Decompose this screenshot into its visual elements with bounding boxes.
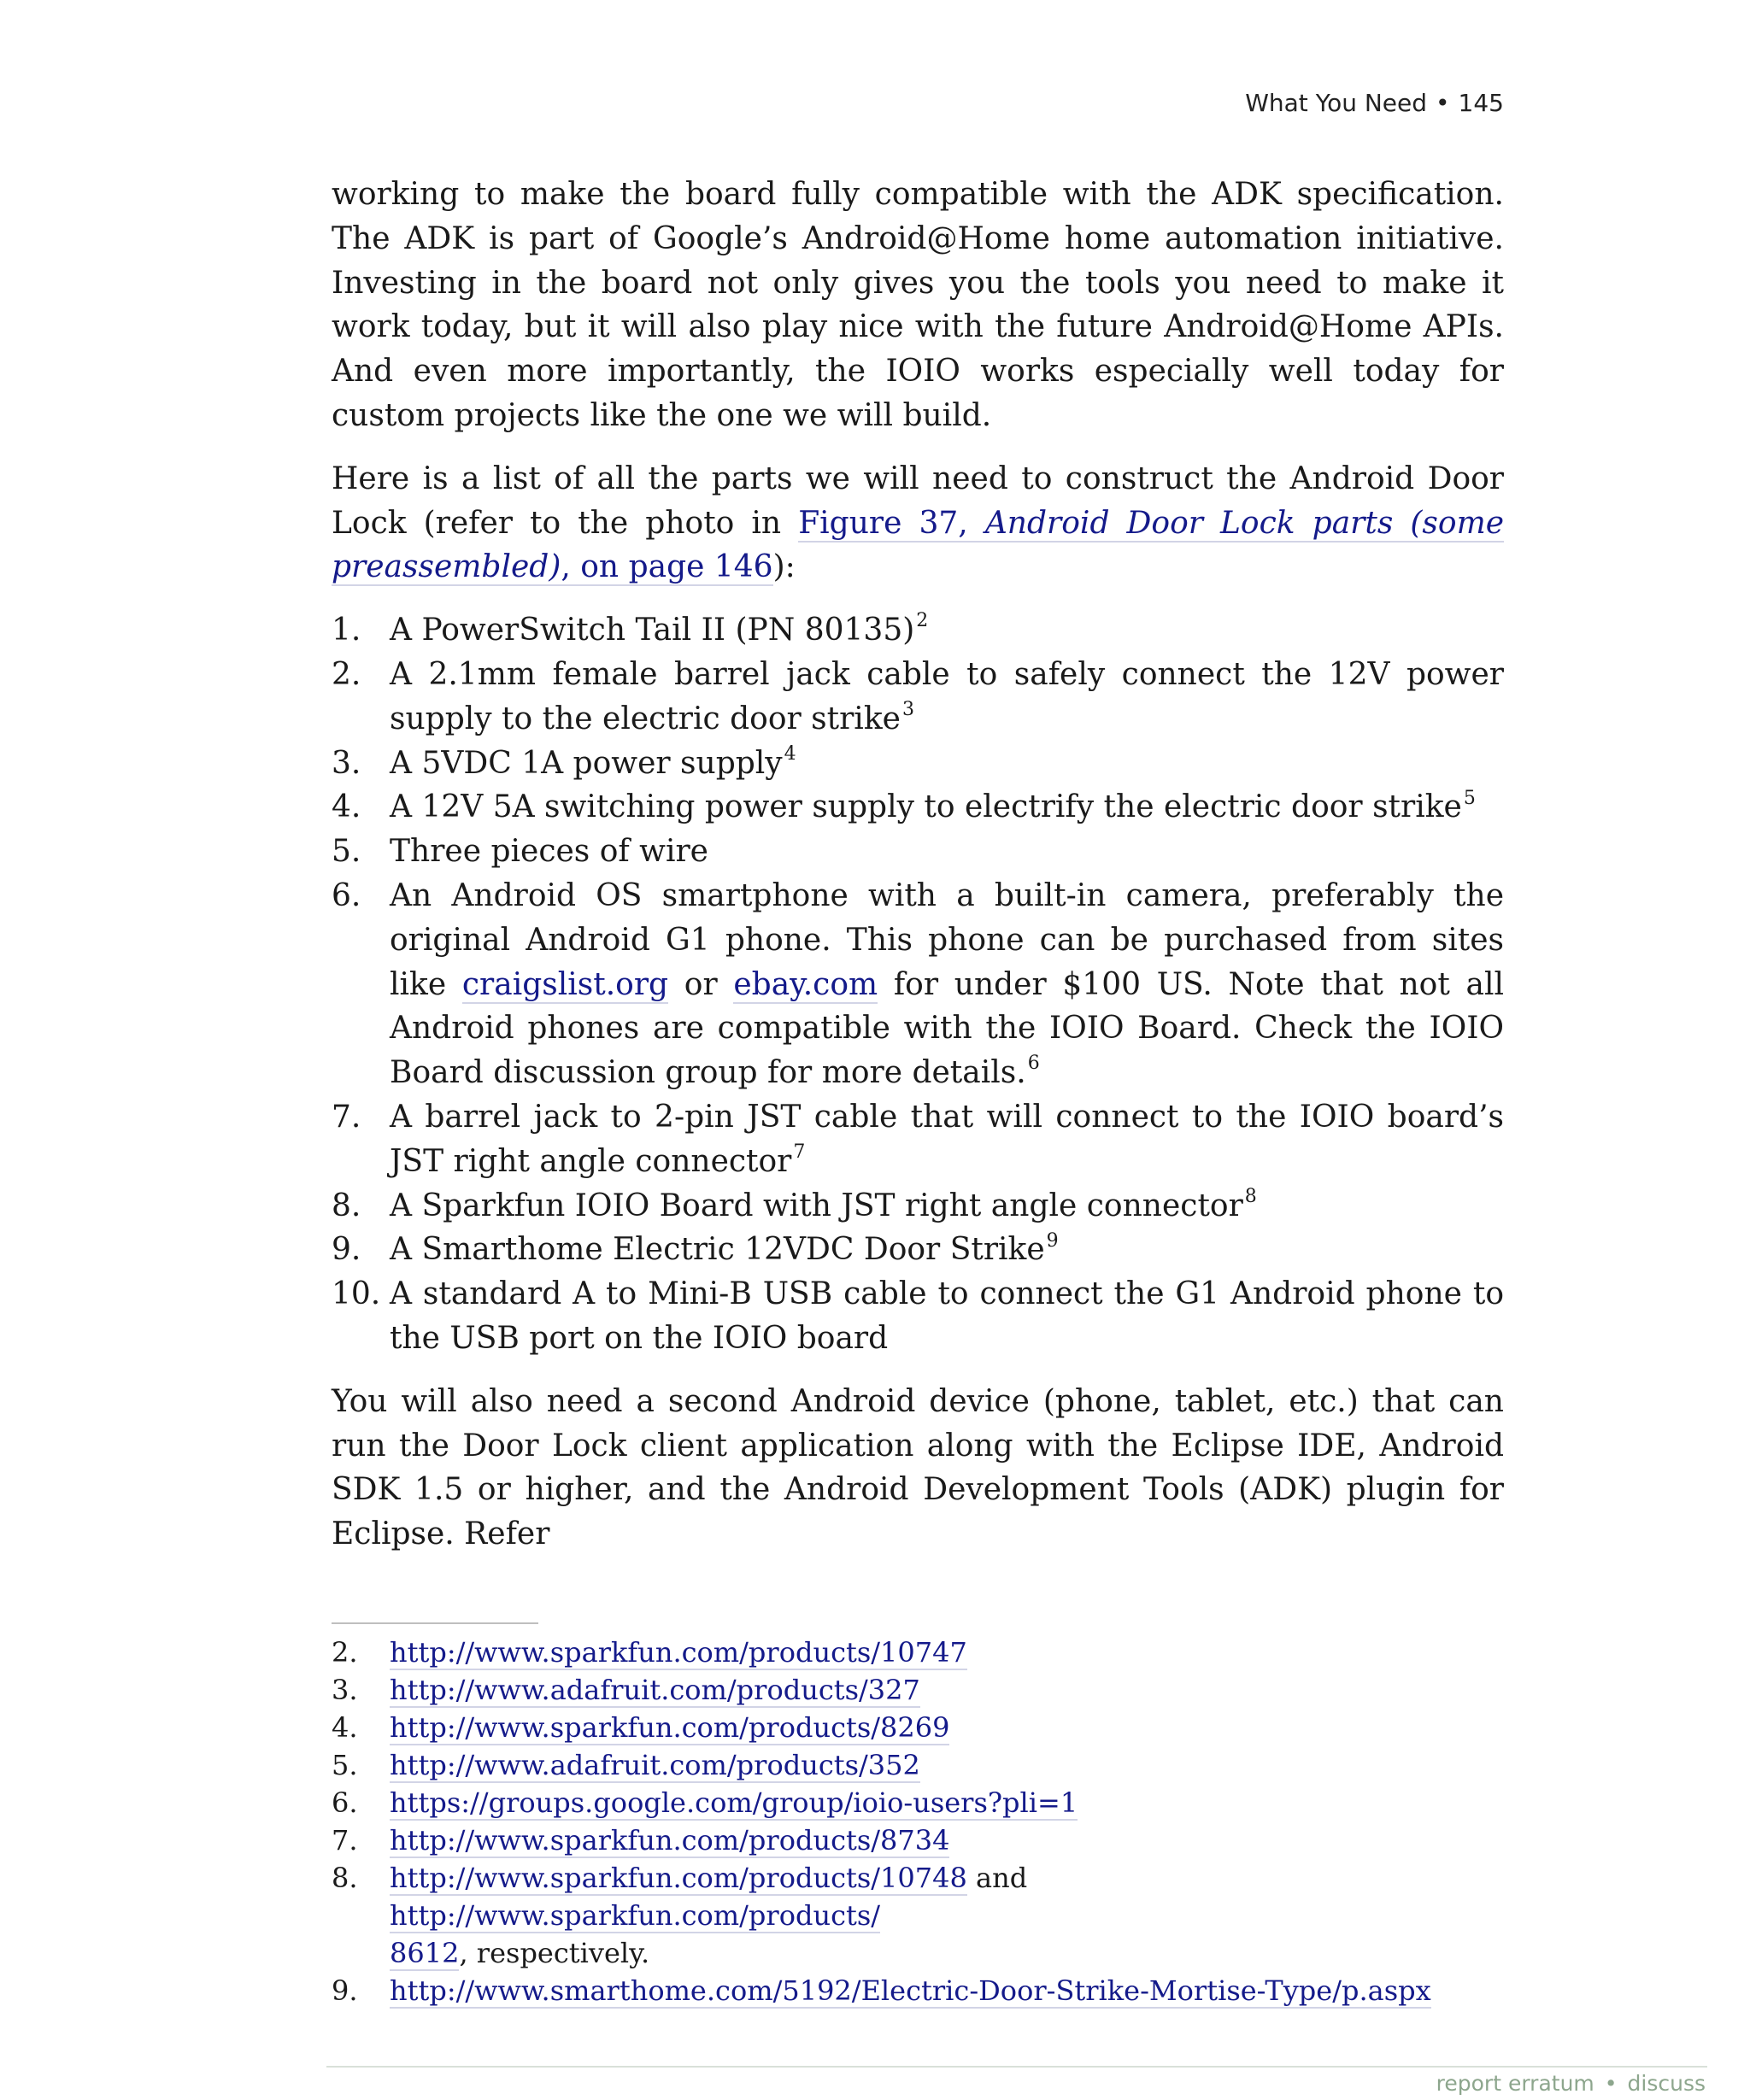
list-item-text: An Android OS smartphone with a built-in camera, preferably the original Android G1 phone. This phone can be purchased from sites like xyxy=(390,877,1504,1002)
list-item-text: A standard A to Mini-B USB cable to connect the G1 Android phone to the USB port on the IOIO board xyxy=(390,1276,1504,1356)
footnote-link[interactable]: http://www.adafruit.com/products/352 xyxy=(390,1749,920,1781)
footnote xyxy=(332,1634,1504,1671)
list-number: 3. xyxy=(332,745,361,781)
footnote xyxy=(332,1746,1504,1784)
list-item xyxy=(332,874,1504,1095)
paragraph-2-tail: ): xyxy=(772,549,796,585)
figure-link-label: Figure 37, xyxy=(798,505,985,541)
discuss-link[interactable]: discuss xyxy=(1627,2071,1706,2096)
footnote-ref[interactable]: 2 xyxy=(916,610,929,632)
footnote-link[interactable]: http://www.sparkfun.com/products/10747 xyxy=(390,1636,967,1669)
footnote xyxy=(332,1709,1504,1746)
footnote-number: 4. xyxy=(332,1711,358,1744)
list-item-text: A PowerSwitch Tail II (PN 80135) xyxy=(390,613,915,648)
report-erratum-link[interactable]: report erratum xyxy=(1436,2071,1594,2096)
footnote-ref[interactable]: 6 xyxy=(1027,1053,1040,1075)
footer-divider xyxy=(326,2066,1707,2068)
list-item-text: A Smarthome Electric 12VDC Door Strike xyxy=(390,1232,1045,1268)
footnote-ref[interactable]: 9 xyxy=(1046,1229,1059,1252)
list-item xyxy=(332,1184,1504,1229)
paragraph-3: You will also need a second Android device (phone, tablet, etc.) that can run the Door Lock client application along with the Eclipse IDE, Android SDK 1.5 or higher, and the Android Development Tools (ADK) plugin for Eclipse. Refer xyxy=(332,1383,1504,1552)
figure-link-page: , on page 146 xyxy=(561,549,773,585)
footnote-ref[interactable]: 7 xyxy=(793,1141,806,1163)
footnote-link[interactable]: http://www.sparkfun.com/products/10748 xyxy=(390,1862,967,1894)
footer-bullet: • xyxy=(1604,2071,1618,2096)
list-item xyxy=(332,608,1504,653)
footnote xyxy=(332,1671,1504,1709)
footnote-text: , respectively. xyxy=(459,1937,650,1969)
list-number: 5. xyxy=(332,834,361,870)
paragraph-1: working to make the board fully compatible with the ADK specification. The ADK is part of Google’s Android@Home home automation initiative. Investing in the board not only gives you the tools you need to make it work today, but it will also play nice with the future Android@Home APIs. And even more importantly, the IOIO works especially well today for custom projects like the one we will build. xyxy=(332,177,1504,433)
footnote-number: 5. xyxy=(332,1749,358,1781)
footnote-number: 2. xyxy=(332,1636,358,1669)
list-item-text: A 2.1mm female barrel jack cable to safely connect the 12V power supply to the electric door strike xyxy=(390,656,1504,736)
footnote-number: 3. xyxy=(332,1674,358,1706)
list-number: 10. xyxy=(332,1276,381,1312)
list-number: 2. xyxy=(332,656,361,692)
footnotes xyxy=(332,1634,1504,2009)
footnote-link[interactable]: http://www.smarthome.com/5192/Electric-Door-Strike-Mortise-Type/p.aspx xyxy=(390,1974,1431,2007)
list-item-text: or xyxy=(668,966,734,1002)
footnote-number: 6. xyxy=(332,1786,358,1819)
list-item xyxy=(332,742,1504,786)
footnote-link[interactable]: https://groups.google.com/group/ioio-users?pli=1 xyxy=(390,1786,1078,1819)
footnote-link[interactable]: http://www.adafruit.com/products/327 xyxy=(390,1674,920,1706)
list-item xyxy=(332,1095,1504,1184)
footnote-number: 8. xyxy=(332,1862,358,1894)
header-bullet: • xyxy=(1436,89,1450,117)
footnote-number: 7. xyxy=(332,1824,358,1857)
craigslist-link[interactable]: craigslist.org xyxy=(461,966,669,1002)
list-item-text: A Sparkfun IOIO Board with JST right angle connector xyxy=(390,1188,1243,1223)
list-item-text: for under $100 US. Note that not all Android phones are compatible with the IOIO Board. Check the IOIO Board discussion group for more details. xyxy=(390,966,1504,1091)
footnote-link[interactable]: http://www.sparkfun.com/products/8269 xyxy=(390,1711,950,1744)
list-item-text: A 12V 5A switching power supply to electrify the electric door strike xyxy=(390,789,1462,825)
section-title: What You Need xyxy=(1245,89,1428,117)
figure-link-caption: Android Door Lock parts (some preassembled) xyxy=(332,505,1505,585)
footnote-ref[interactable]: 4 xyxy=(784,742,796,765)
list-number: 8. xyxy=(332,1188,361,1223)
list-item-text: A 5VDC 1A power supply xyxy=(390,745,783,781)
list-item xyxy=(332,1272,1504,1361)
list-item-text: Three pieces of wire xyxy=(390,834,708,870)
footnote-ref[interactable]: 3 xyxy=(901,698,914,720)
list-number: 1. xyxy=(332,613,361,648)
ebay-link[interactable]: ebay.com xyxy=(733,966,878,1002)
list-number: 4. xyxy=(332,789,361,825)
footnote-link[interactable]: http://www.sparkfun.com/products/8734 xyxy=(390,1824,950,1857)
footnote xyxy=(332,1784,1504,1821)
paragraph-2 xyxy=(332,457,1504,590)
list-item xyxy=(332,785,1504,830)
footnote-link-2[interactable]: http://www.sparkfun.com/products/ xyxy=(390,1899,881,1932)
parts-list xyxy=(332,608,1504,1361)
footnote xyxy=(332,1972,1504,2009)
running-head xyxy=(1245,89,1504,117)
page-number: 145 xyxy=(1458,89,1504,117)
footnote xyxy=(332,1821,1504,1859)
footnote xyxy=(332,1859,1504,1972)
list-number: 7. xyxy=(332,1099,361,1135)
list-number: 6. xyxy=(332,877,361,913)
body-text xyxy=(332,173,1504,1575)
paragraph-2-text: Here is a list of all the parts we will need to construct the Android Door Lock (refer to the photo in xyxy=(332,460,1504,541)
footnote-ref[interactable]: 5 xyxy=(1463,787,1476,809)
footnote-number: 9. xyxy=(332,1974,358,2007)
list-item-text: A barrel jack to 2-pin JST cable that will connect to the IOIO board’s JST right angle connector xyxy=(390,1099,1504,1179)
list-item xyxy=(332,1228,1504,1272)
page-footer xyxy=(1436,2071,1706,2096)
list-item xyxy=(332,830,1504,874)
footnote-divider xyxy=(332,1622,538,1624)
list-number: 9. xyxy=(332,1232,361,1268)
list-item xyxy=(332,653,1504,742)
footnote-ref[interactable]: 8 xyxy=(1244,1185,1257,1207)
footnote-link-2-cont[interactable]: 8612 xyxy=(390,1937,460,1969)
footnote-text: and xyxy=(966,1862,1028,1894)
